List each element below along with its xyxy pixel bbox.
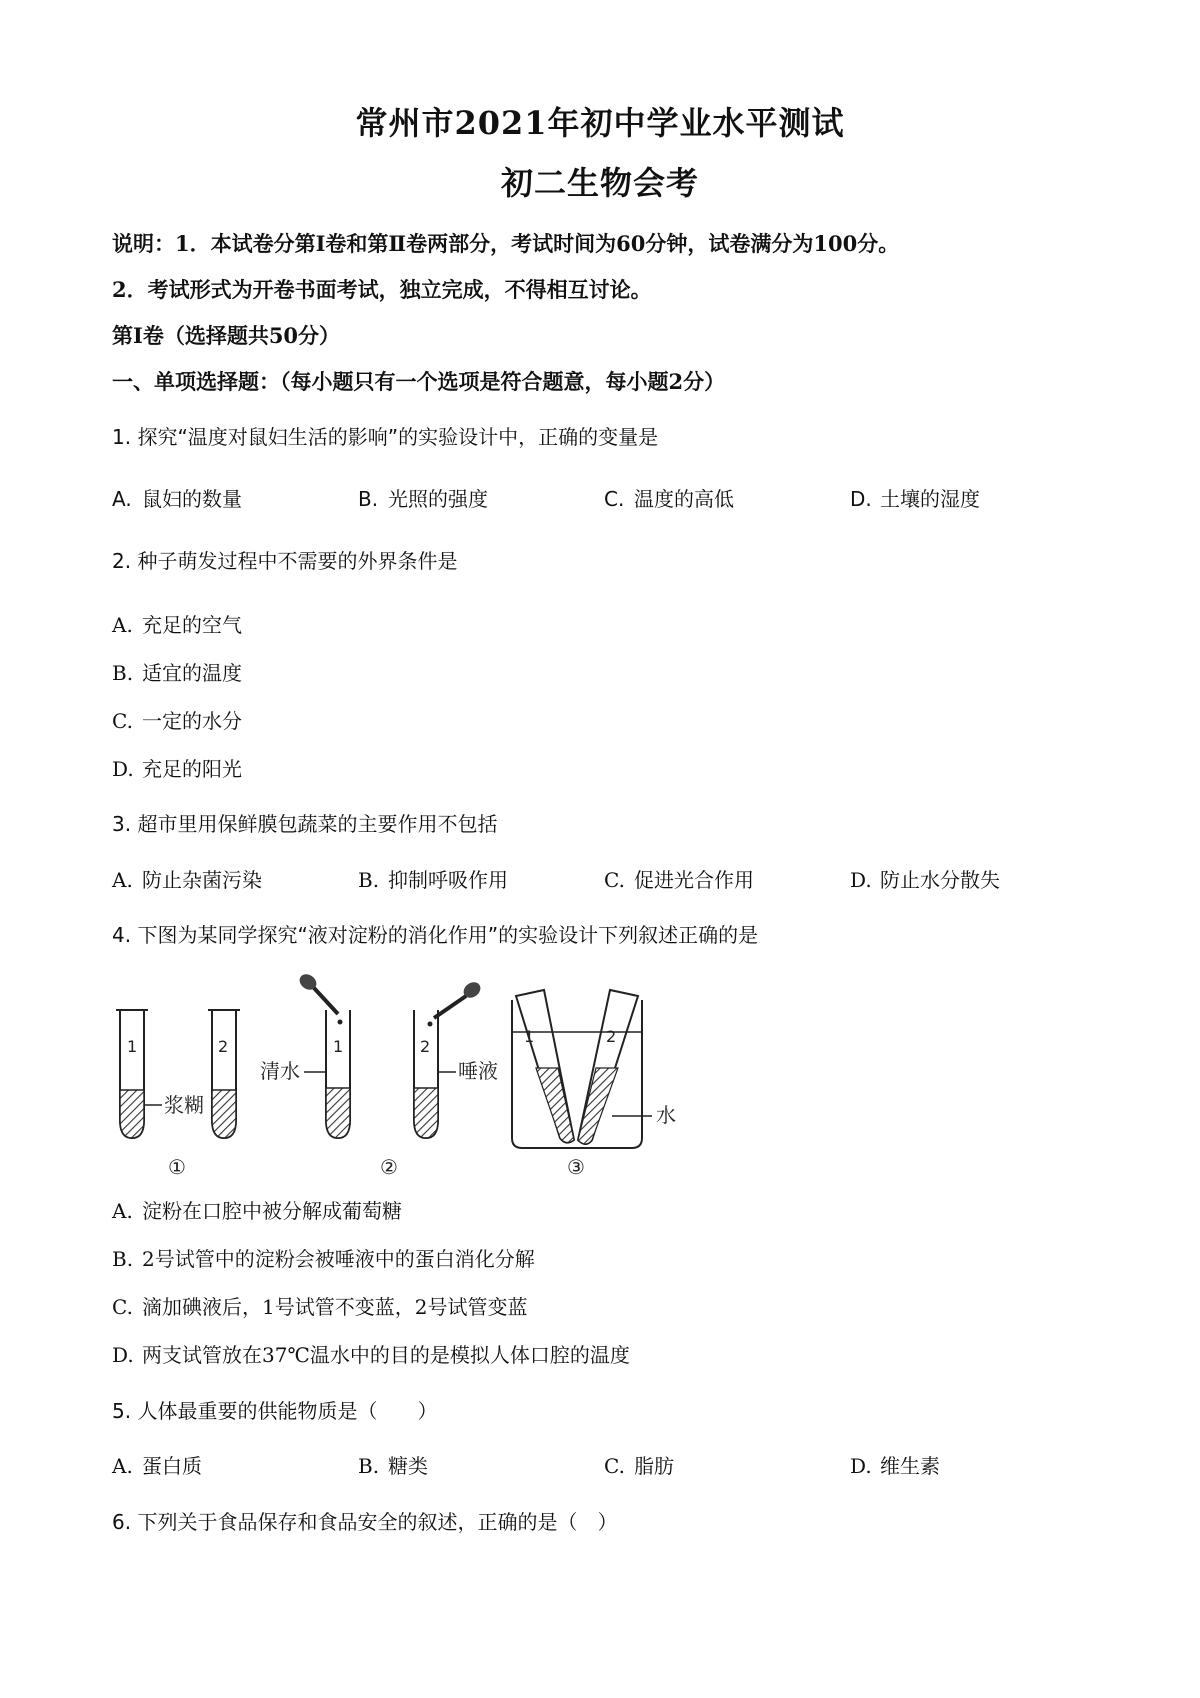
exam-subtitle: 初二生物会考 (500, 164, 699, 202)
question-3-option-d[interactable]: D. 防止水分散失 (850, 868, 1000, 892)
question-6-stem: 6. 下列关于食品保存和食品安全的叙述，正确的是（ ） (112, 1510, 618, 1534)
question-4-option-b[interactable]: B. 2号试管中的淀粉会被唾液中的蛋白消化分解 (112, 1247, 535, 1271)
question-5-option-d[interactable]: D. 维生素 (850, 1454, 940, 1478)
exam-title: 常州市2021年初中学业水平测试 (355, 104, 845, 142)
question-4-stem: 4. 下图为某同学探究“液对淀粉的消化作用”的实验设计下列叙述正确的是 (112, 923, 759, 947)
part-heading: 第Ⅰ卷（选择题共50分） (112, 323, 341, 348)
instruction-note-1: 说明：1．本试卷分第Ⅰ卷和第Ⅱ卷两部分，考试时间为60分钟，试卷满分为100分。 (112, 231, 900, 256)
test-tube-1-step3 (516, 990, 574, 1143)
question-3-option-b[interactable]: B. 抑制呼吸作用 (358, 868, 508, 892)
test-tube-1-step1 (116, 1010, 148, 1138)
paste-label: 浆糊 (164, 1093, 204, 1117)
dropper-step2 (297, 971, 343, 1024)
section-heading: 一、单项选择题：（每小题只有一个选项是符合题意，每小题2分） (112, 369, 726, 394)
tube-2-label-step1: 2 (218, 1037, 229, 1056)
question-1-option-a[interactable]: A. 鼠妇的数量 (112, 487, 242, 511)
question-2-stem: 2. 种子萌发过程中不需要的外界条件是 (112, 549, 458, 573)
question-5-option-a[interactable]: A. 蛋白质 (112, 1454, 202, 1478)
water-label: 水 (656, 1103, 676, 1127)
test-tube-2-step3 (578, 990, 638, 1144)
question-1-option-d[interactable]: D. 土壤的湿度 (850, 487, 980, 511)
question-1-option-c[interactable]: C. 温度的高低 (604, 487, 734, 511)
instruction-note-2: 2．考试形式为开卷书面考试，独立完成，不得相互讨论。 (112, 277, 652, 302)
question-4-option-c[interactable]: C. 滴加碘液后，1号试管不变蓝，2号试管变蓝 (112, 1295, 528, 1319)
saliva-label: 唾液 (458, 1059, 498, 1083)
experiment-figure (112, 970, 732, 1180)
step-2-label: ② (380, 1155, 398, 1179)
question-3-option-c[interactable]: C. 促进光合作用 (604, 868, 754, 892)
tube-2-label-step3: 2 (606, 1027, 617, 1046)
question-5-option-c[interactable]: C. 脂肪 (604, 1454, 674, 1478)
question-2-option-d[interactable]: D. 充足的阳光 (112, 757, 242, 781)
tube-1-label-step2: 1 (333, 1037, 344, 1056)
question-5-stem: 5. 人体最重要的供能物质是（ ） (112, 1399, 438, 1423)
beaker-step3 (512, 1000, 642, 1148)
step-1-label: ① (168, 1155, 186, 1179)
tube-1-label-step3: 1 (524, 1027, 535, 1046)
question-2-option-c[interactable]: C. 一定的水分 (112, 709, 242, 733)
clear-water-label: 清水 (260, 1059, 300, 1083)
question-2-option-b[interactable]: B. 适宜的温度 (112, 661, 242, 685)
question-4-option-d[interactable]: D. 两支试管放在37℃温水中的目的是模拟人体口腔的温度 (112, 1343, 630, 1367)
question-3-option-a[interactable]: A. 防止杂菌污染 (112, 868, 262, 892)
question-4-option-a[interactable]: A. 淀粉在口腔中被分解成葡萄糖 (112, 1199, 402, 1223)
test-tube-2-step2 (414, 1010, 438, 1138)
question-1-stem: 1. 探究“温度对鼠妇生活的影响”的实验设计中，正确的变量是 (112, 425, 659, 449)
dropper-step2b (428, 979, 484, 1026)
step-3-label: ③ (567, 1155, 585, 1179)
question-5-option-b[interactable]: B. 糖类 (358, 1454, 428, 1478)
tube-1-label-step1: 1 (127, 1037, 138, 1056)
question-1-option-b[interactable]: B. 光照的强度 (358, 487, 488, 511)
test-tube-2-step1 (208, 1010, 240, 1138)
question-2-option-a[interactable]: A. 充足的空气 (112, 613, 242, 637)
question-3-stem: 3. 超市里用保鲜膜包蔬菜的主要作用不包括 (112, 812, 498, 836)
test-tube-1-step2 (326, 1010, 350, 1138)
tube-2-label-step2: 2 (420, 1037, 431, 1056)
